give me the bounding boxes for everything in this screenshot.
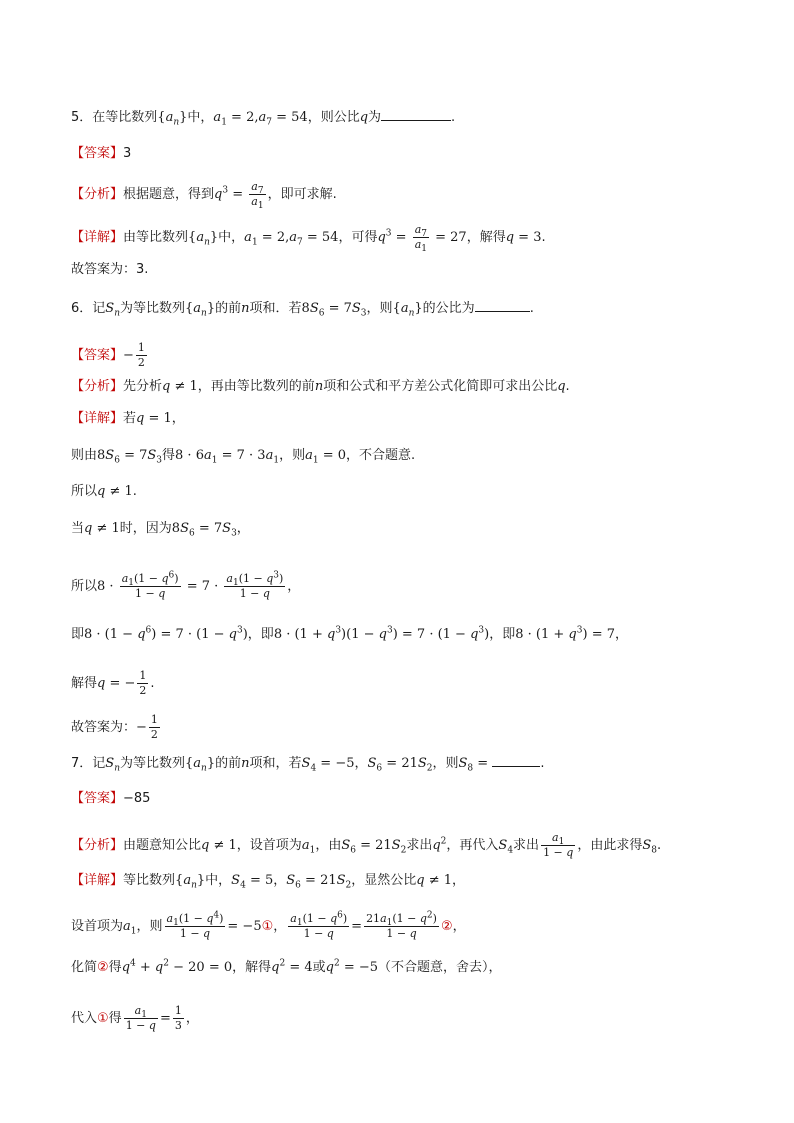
q7-stem: 7．记$S_n$为等比数列$\{a_n\}$的前n项和，若$S_4 = -5$，$S_6 = 21S_2$，则$S_8$ = . [71, 756, 545, 774]
answer-tag: 【答案】 [71, 146, 124, 161]
answer-blank [475, 299, 530, 312]
fraction: $\frac{a_7}{a_1}$ [414, 223, 427, 255]
q6-final: 故答案为：− $\frac{1}{2}$ [71, 713, 158, 741]
q6-detail-line3: 当q ≠ 1时，因为$8S_6 = 7S_3$， [71, 521, 250, 539]
fraction: $\frac{a_1(1 - q^3)}{1 - q}$ [226, 570, 284, 600]
q6-analysis: 【分析】先分析q ≠ 1，再由等比数列的前n项和公式和平方差公式化简即可求出公比q. [71, 379, 570, 394]
equation-marker: ① [97, 1011, 109, 1026]
fraction: $\frac{a_1(1 - q^6)}{1 - q}$ [121, 570, 179, 600]
q5-final: 故答案为：3. [71, 262, 149, 277]
q7-analysis: 【分析】由题意知公比q ≠ 1，设首项为$a_1$，由$S_6 = 21S_2$求出$q^2$，再代入$S_4$求出 $\frac{a_1}{1 - q}$ ，由此求得$S_8$. [71, 831, 662, 859]
q7-answer: 【答案】−85 [71, 791, 151, 806]
equation-marker: ① [261, 919, 274, 934]
q6-detail-line2: 所以q ≠ 1. [71, 484, 137, 499]
q5-answer: 【答案】3 [71, 146, 132, 161]
answer-blank [381, 108, 451, 121]
q7-detail: 【详解】等比数列$\{a_n\}$中，$S_4 = 5$，$S_6 = 21S_2$，显然公比q ≠ 1， [71, 873, 466, 891]
q6-answer: 【答案】− $\frac{1}{2}$ [71, 341, 145, 369]
q6-stem: 6．记$S_n$为等比数列$\{a_n\}$的前n项和．若$8S_6 = 7S_3$，则$\{a_n\}$的公比为 . [71, 301, 534, 319]
analysis-tag: 【分析】 [71, 379, 124, 394]
detail-tag: 【详解】 [71, 411, 124, 426]
q7-detail-line1: 设首项为$a_1$，则 $\frac{a_1(1 - q^4)}{1 - q}$ = −5①， $\frac{a_1(1 - q^6)}{1 - q}$ = $\frac{21a_1(1 - q^2)}{1 - q}$ ②， [71, 910, 466, 940]
q6-detail-line5: 即$8 \cdot (1 - q^6) = 7 \cdot (1 - q^3)$，即$8 \cdot (1 + q^3)(1 - q^3) = 7 \cdot (1 - q^3)$，即$8 \cdot (1 + q^3) = 7$， [71, 625, 628, 642]
q7-detail-line3: 代入①得 $\frac{a_1}{1 - q}$ = $\frac{1}{3}$ ， [71, 1004, 199, 1032]
detail-tag: 【详解】 [71, 873, 124, 888]
q5-detail: 【详解】由等比数列$\{a_n\}$中，$a_1 = 2,a_7 = 54$，可得$q^3$ = $\frac{a_7}{a_1}$ = 27，解得q = 3. [71, 223, 546, 255]
q6-detail-line1: 则由$8S_6 = 7S_3$得$8 \cdot 6a_1 = 7 \cdot 3a_1$，则$a_1 = 0$，不合题意. [71, 448, 416, 466]
q5-analysis: 【分析】根据题意，得到$q^3$ = $\frac{a_7}{a_1}$ ，即可求解. [71, 180, 337, 212]
answer-tag: 【答案】 [71, 791, 124, 806]
q6-detail: 【详解】若q = 1， [71, 411, 185, 426]
equation-marker: ② [440, 919, 453, 934]
answer-tag: 【答案】 [71, 348, 124, 363]
fraction: $\frac{1}{2}$ [139, 669, 147, 697]
fraction: $\frac{1}{2}$ [137, 341, 145, 369]
fraction: $\frac{1}{2}$ [150, 713, 158, 741]
fraction: $\frac{a_7}{a_1}$ [251, 180, 264, 212]
analysis-tag: 【分析】 [71, 187, 124, 202]
fraction: $\frac{1}{3}$ [174, 1004, 182, 1032]
q7-detail-line2: 化简②得$q^4 + q^2 - 20 = 0$，解得$q^2 = 4$或$q^2 = -5$（不合题意，舍去）， [71, 958, 502, 975]
equation-marker: ② [97, 960, 109, 975]
fraction: $\frac{a_1(1 - q^4)}{1 - q}$ [166, 910, 224, 940]
q6-detail-line6: 解得q = − $\frac{1}{2}$ . [71, 669, 155, 697]
fraction: $\frac{a_1}{1 - q}$ [543, 831, 574, 859]
answer-blank [492, 754, 540, 767]
fraction: $\frac{21a_1(1 - q^2)}{1 - q}$ [366, 910, 437, 940]
detail-tag: 【详解】 [71, 230, 124, 245]
q6-detail-line4: 所以8 · $\frac{a_1(1 - q^6)}{1 - q}$ = 7 · $\frac{a_1(1 - q^3)}{1 - q}$ ， [71, 570, 301, 600]
fraction: $\frac{a_1}{1 - q}$ [125, 1004, 156, 1032]
fraction: $\frac{a_1(1 - q^6)}{1 - q}$ [290, 910, 348, 940]
q5-stem: 5．在等比数列$\{a_n\}$中，$a_1 = 2,a_7 = 54$，则公比q为 . [71, 110, 456, 128]
analysis-tag: 【分析】 [71, 838, 124, 853]
